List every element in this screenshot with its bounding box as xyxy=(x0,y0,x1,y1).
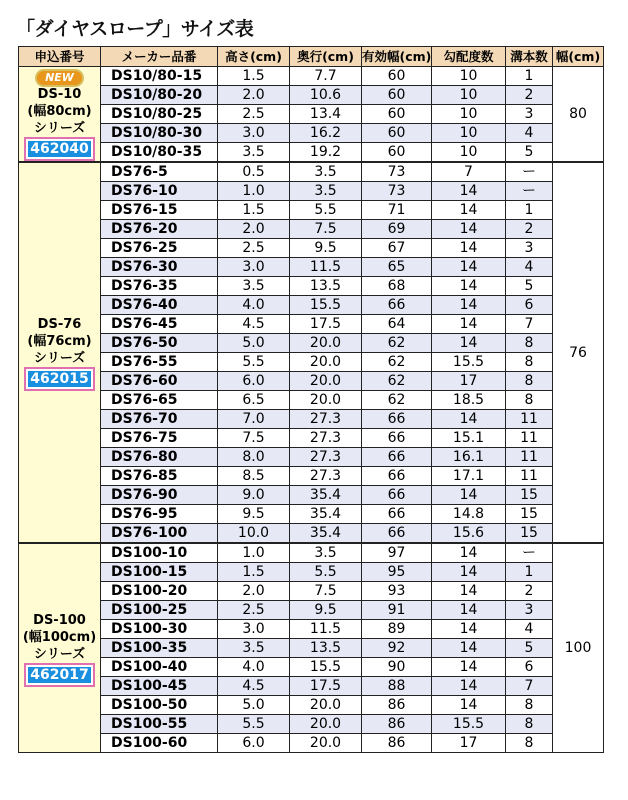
cell-value: 91 xyxy=(362,601,432,620)
cell-value: 11.5 xyxy=(290,620,362,639)
model-number: DS100-40 xyxy=(101,658,218,677)
column-header: 申込番号 xyxy=(19,47,101,67)
model-number: DS100-60 xyxy=(101,734,218,753)
cell-value: 14 xyxy=(432,563,506,582)
cell-value: 11 xyxy=(506,429,553,448)
cell-value: 66 xyxy=(362,505,432,524)
model-number: DS76-80 xyxy=(101,448,218,467)
cell-value: 15.6 xyxy=(432,524,506,544)
cell-value: 86 xyxy=(362,696,432,715)
cell-value: 16.2 xyxy=(290,124,362,143)
cell-value: 97 xyxy=(362,543,432,563)
model-number: DS76-5 xyxy=(101,162,218,182)
cell-value: 8 xyxy=(506,715,553,734)
order-code: 462015 xyxy=(26,369,92,389)
cell-value: 2 xyxy=(506,86,553,105)
cell-value: 15.1 xyxy=(432,429,506,448)
model-number: DS76-75 xyxy=(101,429,218,448)
cell-value: 66 xyxy=(362,448,432,467)
cell-value: ー xyxy=(506,182,553,201)
cell-value: 6.0 xyxy=(218,372,290,391)
new-badge: NEW xyxy=(37,71,82,85)
cell-value: 17.1 xyxy=(432,467,506,486)
cell-value: 14 xyxy=(432,620,506,639)
cell-value: 1.5 xyxy=(218,563,290,582)
cell-value: 3 xyxy=(506,601,553,620)
cell-value: 13.4 xyxy=(290,105,362,124)
cell-value: 20.0 xyxy=(290,734,362,753)
series-cell xyxy=(19,67,101,163)
cell-value: 9.5 xyxy=(290,601,362,620)
cell-value: 68 xyxy=(362,277,432,296)
cell-value: 62 xyxy=(362,353,432,372)
cell-value: 14 xyxy=(432,658,506,677)
cell-value: 86 xyxy=(362,715,432,734)
table-row xyxy=(19,372,604,391)
cell-value: 8 xyxy=(506,391,553,410)
table-row xyxy=(19,563,604,582)
table-row xyxy=(19,448,604,467)
table-row xyxy=(19,182,604,201)
cell-value: 60 xyxy=(362,143,432,163)
cell-value: 10 xyxy=(432,124,506,143)
cell-value: 3.0 xyxy=(218,124,290,143)
column-header: 高さ(cm) xyxy=(218,47,290,67)
table-row xyxy=(19,67,604,86)
cell-value: 3.0 xyxy=(218,620,290,639)
cell-value: 5.5 xyxy=(290,201,362,220)
cell-value: 89 xyxy=(362,620,432,639)
model-number: DS100-35 xyxy=(101,639,218,658)
model-number: DS76-65 xyxy=(101,391,218,410)
cell-value: 9.5 xyxy=(218,505,290,524)
cell-value: 17.5 xyxy=(290,315,362,334)
table-row xyxy=(19,391,604,410)
cell-value: 13.5 xyxy=(290,639,362,658)
cell-value: 14 xyxy=(432,220,506,239)
cell-value: 13.5 xyxy=(290,277,362,296)
cell-value: 66 xyxy=(362,467,432,486)
cell-value: 2.5 xyxy=(218,601,290,620)
model-number: DS76-90 xyxy=(101,486,218,505)
cell-value: 6 xyxy=(506,658,553,677)
cell-value: 20.0 xyxy=(290,391,362,410)
cell-value: 5.5 xyxy=(290,563,362,582)
model-number: DS100-30 xyxy=(101,620,218,639)
cell-value: 4 xyxy=(506,124,553,143)
cell-value: 15.5 xyxy=(432,353,506,372)
cell-value: 2.0 xyxy=(218,582,290,601)
model-number: DS100-10 xyxy=(101,543,218,563)
width-cell: 76 xyxy=(553,162,604,543)
table-row xyxy=(19,105,604,124)
model-number: DS76-100 xyxy=(101,524,218,544)
model-number: DS76-15 xyxy=(101,201,218,220)
cell-value: 14 xyxy=(432,296,506,315)
cell-value: 73 xyxy=(362,182,432,201)
cell-value: 2.5 xyxy=(218,105,290,124)
model-number: DS100-25 xyxy=(101,601,218,620)
cell-value: 10.6 xyxy=(290,86,362,105)
cell-value: 7 xyxy=(432,162,506,182)
cell-value: 6.5 xyxy=(218,391,290,410)
cell-value: 66 xyxy=(362,296,432,315)
cell-value: 62 xyxy=(362,391,432,410)
cell-value: 9.5 xyxy=(290,239,362,258)
cell-value: 14 xyxy=(432,639,506,658)
cell-value: 86 xyxy=(362,734,432,753)
cell-value: 1 xyxy=(506,563,553,582)
cell-value: 9.0 xyxy=(218,486,290,505)
model-number: DS76-50 xyxy=(101,334,218,353)
cell-value: 71 xyxy=(362,201,432,220)
model-number: DS76-70 xyxy=(101,410,218,429)
cell-value: 3.5 xyxy=(290,162,362,182)
series-name: DS-76 xyxy=(37,317,82,332)
cell-value: 69 xyxy=(362,220,432,239)
column-header: 有効幅(cm) xyxy=(362,47,432,67)
cell-value: 7.5 xyxy=(290,582,362,601)
cell-value: 20.0 xyxy=(290,372,362,391)
cell-value: 14 xyxy=(432,182,506,201)
table-row xyxy=(19,220,604,239)
cell-value: 93 xyxy=(362,582,432,601)
cell-value: 15.5 xyxy=(290,296,362,315)
table-row xyxy=(19,410,604,429)
cell-value: 3 xyxy=(506,239,553,258)
cell-value: 4.0 xyxy=(218,296,290,315)
table-row xyxy=(19,734,604,753)
table-row xyxy=(19,296,604,315)
cell-value: 60 xyxy=(362,67,432,86)
cell-value: 35.4 xyxy=(290,505,362,524)
cell-value: 20.0 xyxy=(290,353,362,372)
cell-value: 16.1 xyxy=(432,448,506,467)
series-label: シリーズ xyxy=(33,646,86,662)
cell-value: 11 xyxy=(506,467,553,486)
page-title: 「ダイヤスロープ」サイズ表 xyxy=(16,18,254,40)
model-number: DS100-45 xyxy=(101,677,218,696)
cell-value: 5.5 xyxy=(218,353,290,372)
table-row xyxy=(19,543,604,563)
cell-value: 11 xyxy=(506,448,553,467)
series-name: DS-100 xyxy=(33,612,86,628)
cell-value: 19.2 xyxy=(290,143,362,163)
table-row xyxy=(19,201,604,220)
cell-value: 66 xyxy=(362,486,432,505)
cell-value: 73 xyxy=(362,162,432,182)
model-number: DS10/80-25 xyxy=(101,105,218,124)
cell-value: 7.5 xyxy=(290,220,362,239)
table-row xyxy=(19,715,604,734)
cell-value: 14 xyxy=(432,543,506,563)
cell-value: 2 xyxy=(506,220,553,239)
table-row xyxy=(19,524,604,544)
cell-value: 14 xyxy=(432,239,506,258)
table-row xyxy=(19,334,604,353)
table-row xyxy=(19,277,604,296)
series-cell xyxy=(19,162,101,543)
cell-value: 27.3 xyxy=(290,429,362,448)
cell-value: 15 xyxy=(506,486,553,505)
cell-value: 0.5 xyxy=(218,162,290,182)
cell-value: 65 xyxy=(362,258,432,277)
series-cell xyxy=(19,543,101,753)
column-header: 勾配度数 xyxy=(432,47,506,67)
cell-value: 14 xyxy=(432,201,506,220)
series-name: DS-10 xyxy=(37,87,82,102)
cell-value: 10.0 xyxy=(218,524,290,544)
cell-value: 10 xyxy=(432,143,506,163)
cell-value: 60 xyxy=(362,124,432,143)
cell-value: 7 xyxy=(506,677,553,696)
model-number: DS100-15 xyxy=(101,563,218,582)
cell-value: 62 xyxy=(362,372,432,391)
cell-value: 15.5 xyxy=(290,658,362,677)
cell-value: 8.0 xyxy=(218,448,290,467)
cell-value: 5.5 xyxy=(218,715,290,734)
cell-value: 20.0 xyxy=(290,334,362,353)
model-number: DS76-55 xyxy=(101,353,218,372)
cell-value: 4.0 xyxy=(218,658,290,677)
model-number: DS76-30 xyxy=(101,258,218,277)
cell-value: 15 xyxy=(506,505,553,524)
model-number: DS10/80-30 xyxy=(101,124,218,143)
cell-value: 3.5 xyxy=(218,639,290,658)
cell-value: 62 xyxy=(362,334,432,353)
header-row xyxy=(19,47,604,67)
cell-value: 5 xyxy=(506,143,553,163)
width-cell: 100 xyxy=(553,543,604,753)
cell-value: 66 xyxy=(362,410,432,429)
model-number: DS10/80-15 xyxy=(101,67,218,86)
cell-value: 11 xyxy=(506,410,553,429)
cell-value: 14 xyxy=(432,315,506,334)
cell-value: 3.5 xyxy=(290,543,362,563)
cell-value: 8 xyxy=(506,353,553,372)
series-label: シリーズ xyxy=(33,121,86,136)
cell-value: 17 xyxy=(432,734,506,753)
cell-value: 7.7 xyxy=(290,67,362,86)
order-code: 462017 xyxy=(26,665,92,685)
cell-value: 7.0 xyxy=(218,410,290,429)
model-number: DS76-45 xyxy=(101,315,218,334)
cell-value: 10 xyxy=(432,105,506,124)
cell-value: 35.4 xyxy=(290,486,362,505)
cell-value: 14 xyxy=(432,601,506,620)
table-row xyxy=(19,429,604,448)
model-number: DS76-60 xyxy=(101,372,218,391)
table-row xyxy=(19,696,604,715)
cell-value: 5 xyxy=(506,277,553,296)
cell-value: 2.0 xyxy=(218,220,290,239)
cell-value: 10 xyxy=(432,86,506,105)
cell-value: 66 xyxy=(362,429,432,448)
cell-value: 64 xyxy=(362,315,432,334)
cell-value: 3 xyxy=(506,105,553,124)
table-row xyxy=(19,239,604,258)
cell-value: 60 xyxy=(362,86,432,105)
table-row xyxy=(19,162,604,182)
cell-value: 7.5 xyxy=(218,429,290,448)
cell-value: 8 xyxy=(506,334,553,353)
size-table xyxy=(18,46,604,753)
order-code: 462040 xyxy=(26,139,92,159)
cell-value: 3.0 xyxy=(218,258,290,277)
series-width: (幅100cm) xyxy=(22,629,97,645)
model-number: DS10/80-20 xyxy=(101,86,218,105)
cell-value: 10 xyxy=(432,67,506,86)
table-row xyxy=(19,658,604,677)
cell-value: 8 xyxy=(506,696,553,715)
model-number: DS100-55 xyxy=(101,715,218,734)
column-header: 溝本数 xyxy=(506,47,553,67)
table-row xyxy=(19,505,604,524)
cell-value: 67 xyxy=(362,239,432,258)
cell-value: 14 xyxy=(432,334,506,353)
table-row xyxy=(19,86,604,105)
cell-value: 5.0 xyxy=(218,696,290,715)
cell-value: 11.5 xyxy=(290,258,362,277)
cell-value: 27.3 xyxy=(290,448,362,467)
cell-value: 14 xyxy=(432,582,506,601)
cell-value: 6 xyxy=(506,296,553,315)
cell-value: 18.5 xyxy=(432,391,506,410)
model-number: DS10/80-35 xyxy=(101,143,218,163)
table-row xyxy=(19,620,604,639)
cell-value: 35.4 xyxy=(290,524,362,544)
cell-value: 92 xyxy=(362,639,432,658)
cell-value: 4 xyxy=(506,258,553,277)
cell-value: 4.5 xyxy=(218,677,290,696)
table-row xyxy=(19,353,604,372)
column-header: 奥行(cm) xyxy=(290,47,362,67)
table-row xyxy=(19,258,604,277)
model-number: DS76-95 xyxy=(101,505,218,524)
cell-value: 14 xyxy=(432,258,506,277)
series-width: (幅76cm) xyxy=(27,334,92,349)
cell-value: 15 xyxy=(506,524,553,544)
cell-value: 2 xyxy=(506,582,553,601)
cell-value: 3.5 xyxy=(290,182,362,201)
cell-value: 1 xyxy=(506,67,553,86)
cell-value: 8.5 xyxy=(218,467,290,486)
model-number: DS76-40 xyxy=(101,296,218,315)
cell-value: 20.0 xyxy=(290,696,362,715)
cell-value: 14 xyxy=(432,696,506,715)
cell-value: 27.3 xyxy=(290,467,362,486)
cell-value: 2.0 xyxy=(218,86,290,105)
model-number: DS100-20 xyxy=(101,582,218,601)
cell-value: 5 xyxy=(506,639,553,658)
cell-value: 3.5 xyxy=(218,143,290,163)
cell-value: 60 xyxy=(362,105,432,124)
table-row xyxy=(19,467,604,486)
column-header: メーカー品番 xyxy=(101,47,218,67)
cell-value: 90 xyxy=(362,658,432,677)
cell-value: 5.0 xyxy=(218,334,290,353)
cell-value: 20.0 xyxy=(290,715,362,734)
model-number: DS76-20 xyxy=(101,220,218,239)
table-row xyxy=(19,315,604,334)
width-cell: 80 xyxy=(553,67,604,163)
cell-value: 1 xyxy=(506,201,553,220)
series-label: シリーズ xyxy=(33,351,86,366)
cell-value: 1.5 xyxy=(218,201,290,220)
cell-value: 14 xyxy=(432,277,506,296)
cell-value: 4.5 xyxy=(218,315,290,334)
cell-value: 14.8 xyxy=(432,505,506,524)
cell-value: 6.0 xyxy=(218,734,290,753)
cell-value: 7 xyxy=(506,315,553,334)
table-row xyxy=(19,486,604,505)
cell-value: ー xyxy=(506,162,553,182)
cell-value: 17 xyxy=(432,372,506,391)
table-row xyxy=(19,582,604,601)
series-width: (幅80cm) xyxy=(27,104,92,119)
model-number: DS76-35 xyxy=(101,277,218,296)
table-row xyxy=(19,143,604,163)
cell-value: 1.0 xyxy=(218,182,290,201)
model-number: DS76-25 xyxy=(101,239,218,258)
column-header: 幅(cm) xyxy=(553,47,604,67)
cell-value: 14 xyxy=(432,677,506,696)
cell-value: 2.5 xyxy=(218,239,290,258)
cell-value: 8 xyxy=(506,372,553,391)
table-row xyxy=(19,639,604,658)
cell-value: 88 xyxy=(362,677,432,696)
cell-value: 66 xyxy=(362,524,432,544)
cell-value: 27.3 xyxy=(290,410,362,429)
cell-value: 3.5 xyxy=(218,277,290,296)
model-number: DS76-85 xyxy=(101,467,218,486)
cell-value: ー xyxy=(506,543,553,563)
cell-value: 1.5 xyxy=(218,67,290,86)
cell-value: 1.0 xyxy=(218,543,290,563)
cell-value: 4 xyxy=(506,620,553,639)
cell-value: 14 xyxy=(432,486,506,505)
model-number: DS76-10 xyxy=(101,182,218,201)
table-row xyxy=(19,677,604,696)
cell-value: 95 xyxy=(362,563,432,582)
cell-value: 8 xyxy=(506,734,553,753)
cell-value: 17.5 xyxy=(290,677,362,696)
cell-value: 14 xyxy=(432,410,506,429)
cell-value: 15.5 xyxy=(432,715,506,734)
model-number: DS100-50 xyxy=(101,696,218,715)
table-row xyxy=(19,124,604,143)
table-row xyxy=(19,601,604,620)
